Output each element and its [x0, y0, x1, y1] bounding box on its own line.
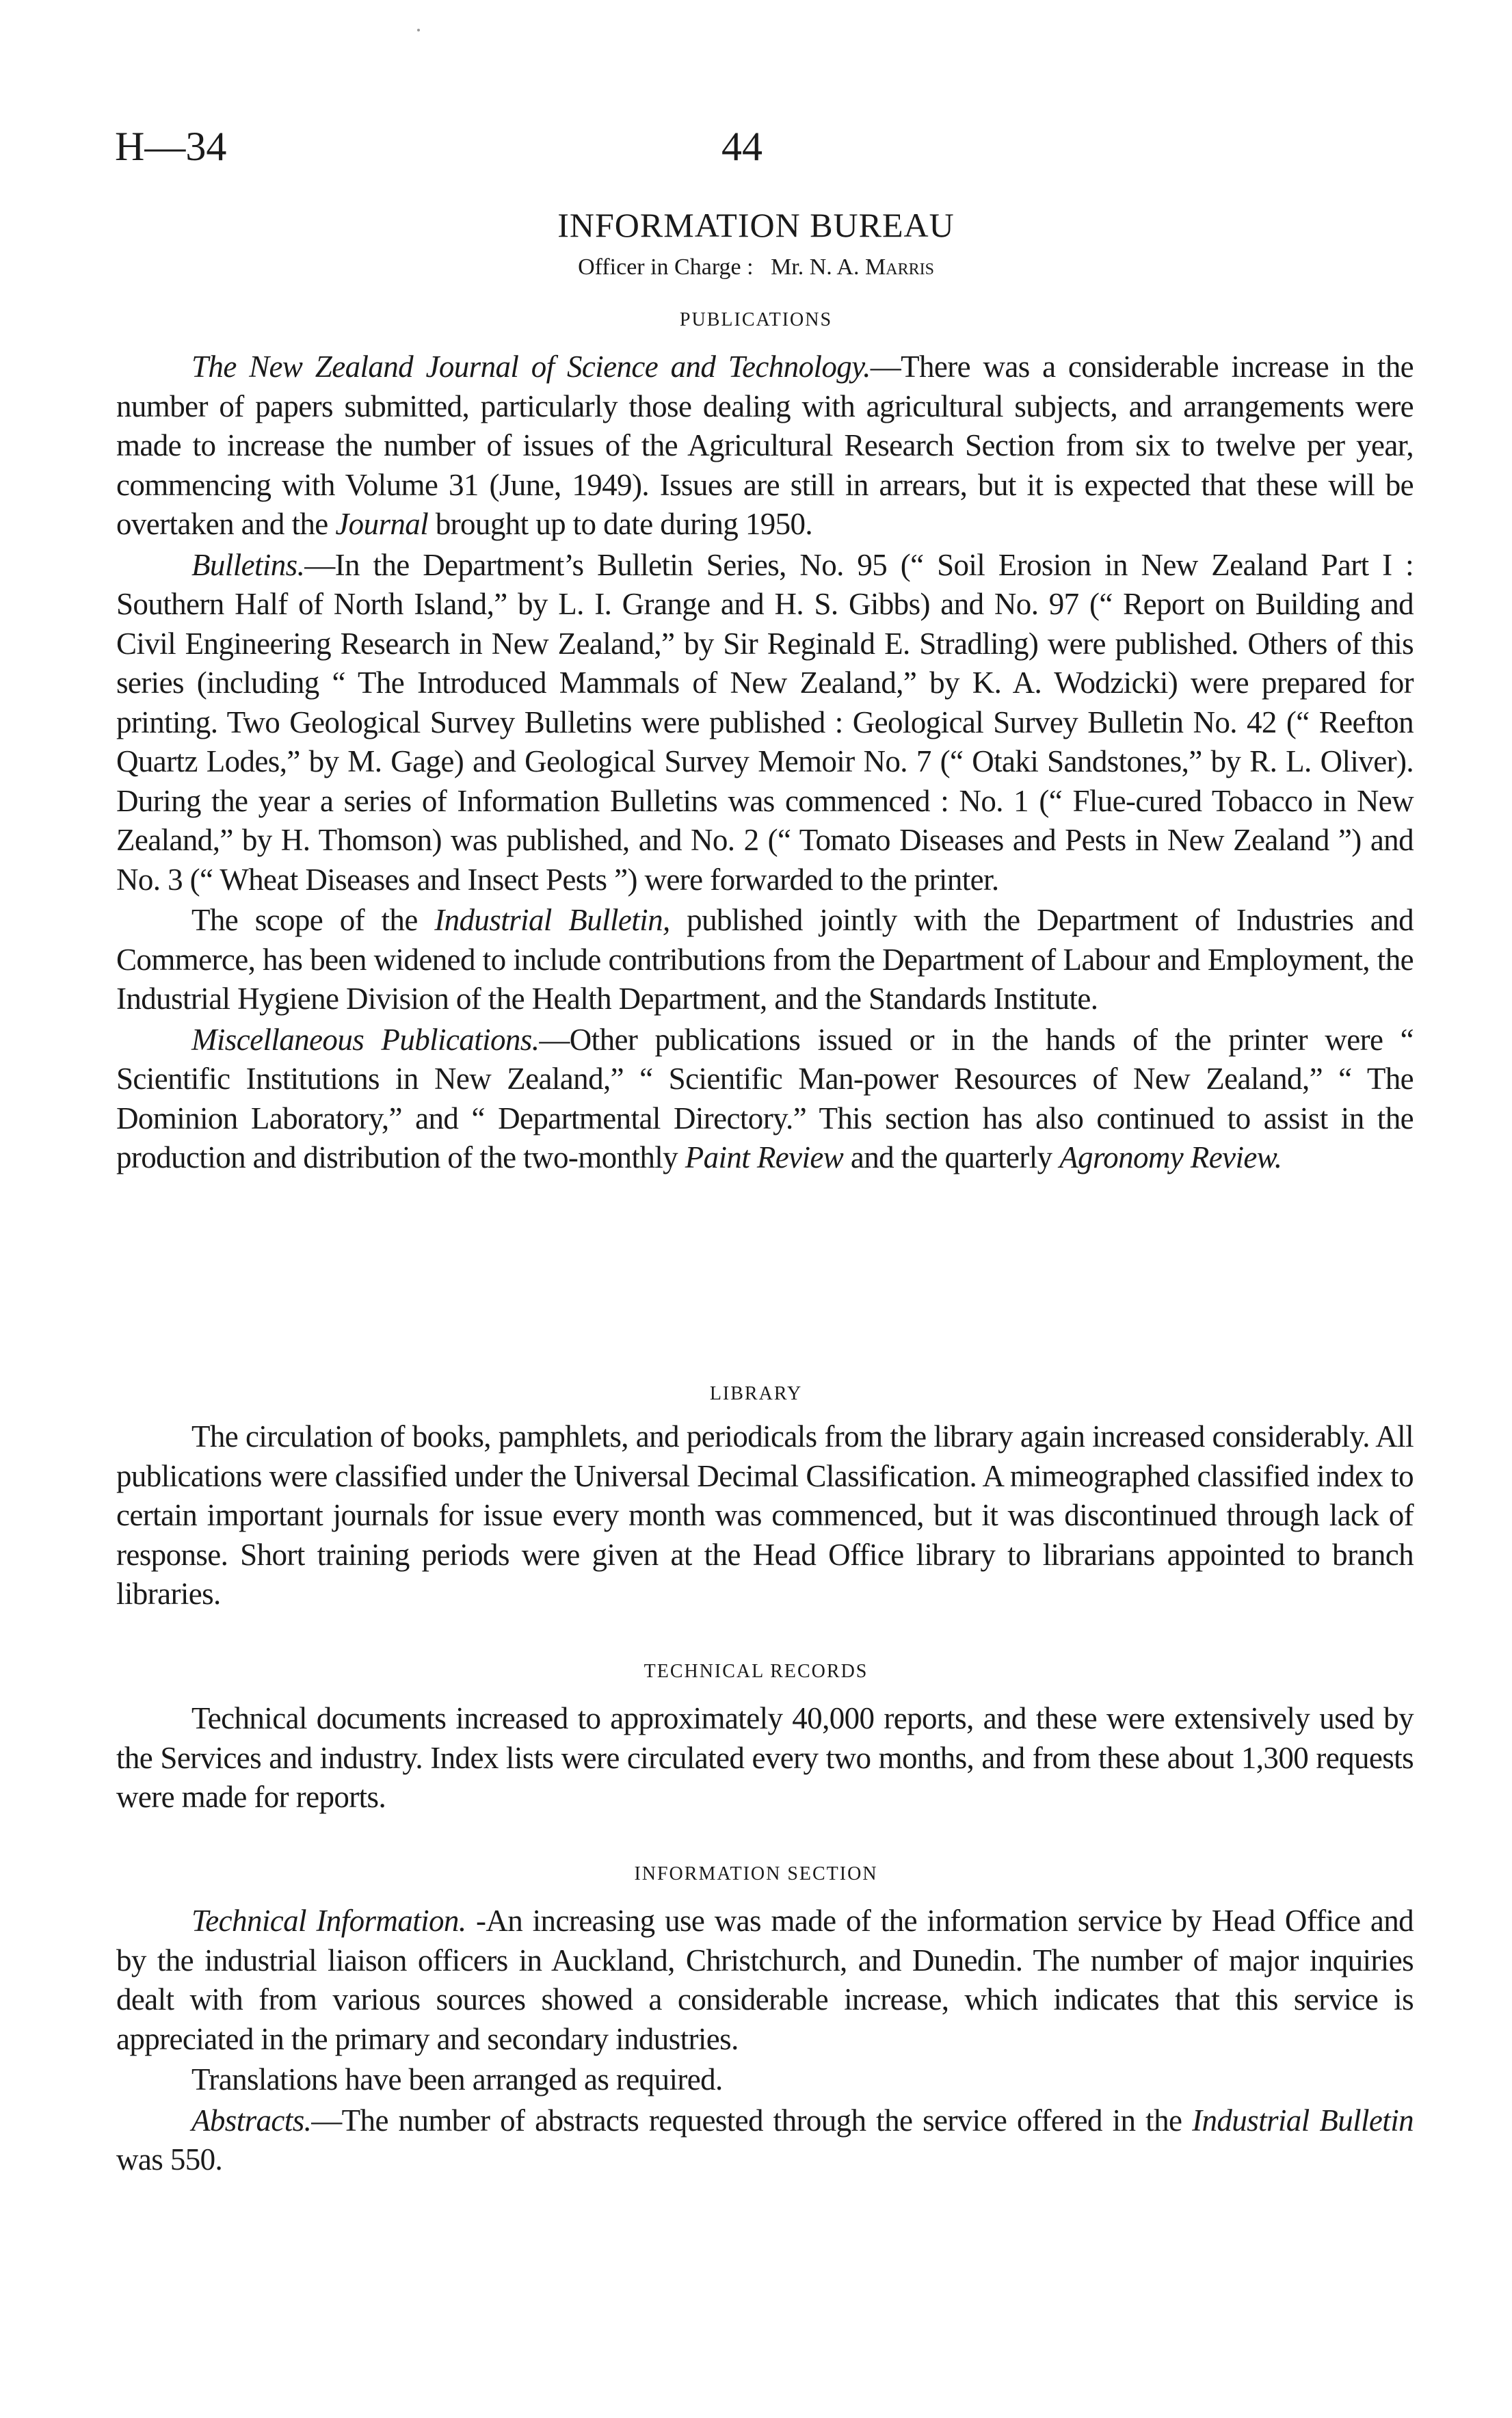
page-title: INFORMATION BUREAU: [557, 206, 955, 244]
paragraph: [116, 1417, 1414, 1614]
italic-text: Abstracts.: [191, 2103, 312, 2138]
paragraph: [116, 546, 1414, 900]
italic-text: Bulletins.: [191, 547, 305, 582]
paragraph: [116, 901, 1414, 1019]
officer-label: Officer in Charge :: [578, 254, 754, 280]
body-text: published jointly with the Department of Industries and Commerce, has been widened to include contributions from the Department of Labour and Employment, the Industrial Hygiene Division of the Health Department, and the Standards Institute.: [116, 903, 1414, 1016]
section-heading-technical-records: TECHNICAL RECORDS: [644, 1661, 868, 1682]
section-body-publications: [116, 347, 1414, 1178]
paragraph: [116, 1699, 1414, 1817]
body-text: Translations have been arranged as required.: [191, 2062, 723, 2097]
italic-text: Paint Review: [685, 1140, 844, 1174]
paragraph: [116, 2101, 1414, 2180]
italic-text: Technical Information.: [191, 1904, 466, 1938]
paragraph: [116, 347, 1414, 544]
italic-text: Industrial Bulletin: [1192, 2103, 1414, 2138]
section-heading-publications: PUBLICATIONS: [679, 309, 833, 330]
officer-name-prefix: Mr. N. A.: [771, 254, 860, 280]
body-text: -An increasing use was made of the information service by Head Office and by the industrial liaison officers in Auckland, Christchurch, and Dunedin. The number of major inquiries dealt with from various sources showed a considerable increase, which indicates that this service is appreciated in the primary and secondary industries.: [116, 1904, 1414, 2056]
section-body-library: [116, 1417, 1414, 1614]
section-heading-library: LIBRARY: [709, 1383, 803, 1404]
body-text: was 550.: [116, 2142, 223, 2177]
scan-speck: [417, 29, 420, 31]
body-text: brought up to date during 1950.: [428, 507, 813, 541]
body-text: —The number of abstracts requested through the service offered in the: [311, 2103, 1193, 2138]
officer-in-charge: [0, 254, 1512, 280]
body-text: —In the Department’s Bulletin Series, No. 95 (“ Soil Erosion in New Zealand Part I : Southern Half of North Island,” by L. I. Grange and H. S. Gibbs) and No. 97 (“ Report on Building and Civil Engineering Research in New Zealand,” by Sir Reginald E. Stradling) were published. Others of this series (including “ The Introduced Mammals of New Zealand,” by K. A. Wodzicki) were prepared for printing. Two Geological Survey Bulletins were published : Geological Survey Bulletin No. 42 (“ Reefton Quartz Lodes,” by M. Gage) and Geological Survey Memoir No. 7 (“ Otaki Sandstones,” by R. L. Oliver). During the year a series of Information Bulletins was commenced : No. 1 (“ Flue-cured Tobacco in New Zealand,” by H. Thomson) was published, and No. 2 (“ Tomato Diseases and Pests in New Zealand ”) and No. 3 (“ Wheat Diseases and Insect Pests ”) were forwarded to the printer.: [116, 547, 1414, 897]
body-text: —There was a considerable increase in the number of papers submitted, particularly those dealing with agricultural subjects, and arrangements were made to increase the number of issues of the Agricultural Research Section from six to twelve per year, commencing with Volume 31 (June, 1949). Issues are still in arrears, but it is expected that these will be overtaken and the: [116, 350, 1414, 541]
italic-text: Agronomy Review.: [1059, 1140, 1282, 1174]
body-text: —Other publications issued or in the hands of the printer were “ Scientific Institutions in New Zealand,” “ Scientific Man-power Resources of New Zealand,” “ The Dominion Laboratory,” and “ Departmental Directory.” This section has also continued to assist in the production and distribution of the two-monthly: [116, 1022, 1414, 1174]
italic-text: The New Zealand Journal of Science and Technology.: [191, 350, 871, 384]
page-number: 44: [721, 124, 762, 169]
body-text: The circulation of books, pamphlets, and periodicals from the library again increased considerably. All publications were classified under the Universal Decimal Classification. A mimeographed classified index to certain important journals for issue every month was commenced, but it was discontinued through lack of response. Short training periods were given at the Head Office library to librarians appointed to branch libraries.: [116, 1419, 1414, 1611]
officer-name: Marris: [865, 254, 934, 280]
paragraph: [116, 1021, 1414, 1178]
body-text: The scope of the: [191, 903, 435, 937]
italic-text: Miscellaneous Publications.: [191, 1022, 540, 1057]
body-text: Technical documents increased to approximately 40,000 reports, and these were extensively used by the Services and industry. Index lists were circulated every two months, and from these about 1,300 requests were made for reports.: [116, 1701, 1414, 1814]
paragraph: [116, 2060, 1414, 2100]
section-body-technical-records: [116, 1699, 1414, 1817]
document-id: H—34: [115, 124, 227, 169]
italic-text: Industrial Bulletin,: [434, 903, 670, 937]
section-body-information-section: [116, 1902, 1414, 2180]
body-text: and the quarterly: [843, 1140, 1060, 1174]
italic-text: Journal: [335, 507, 429, 541]
section-heading-information-section: INFORMATION SECTION: [634, 1863, 878, 1884]
paragraph: [116, 1902, 1414, 2059]
